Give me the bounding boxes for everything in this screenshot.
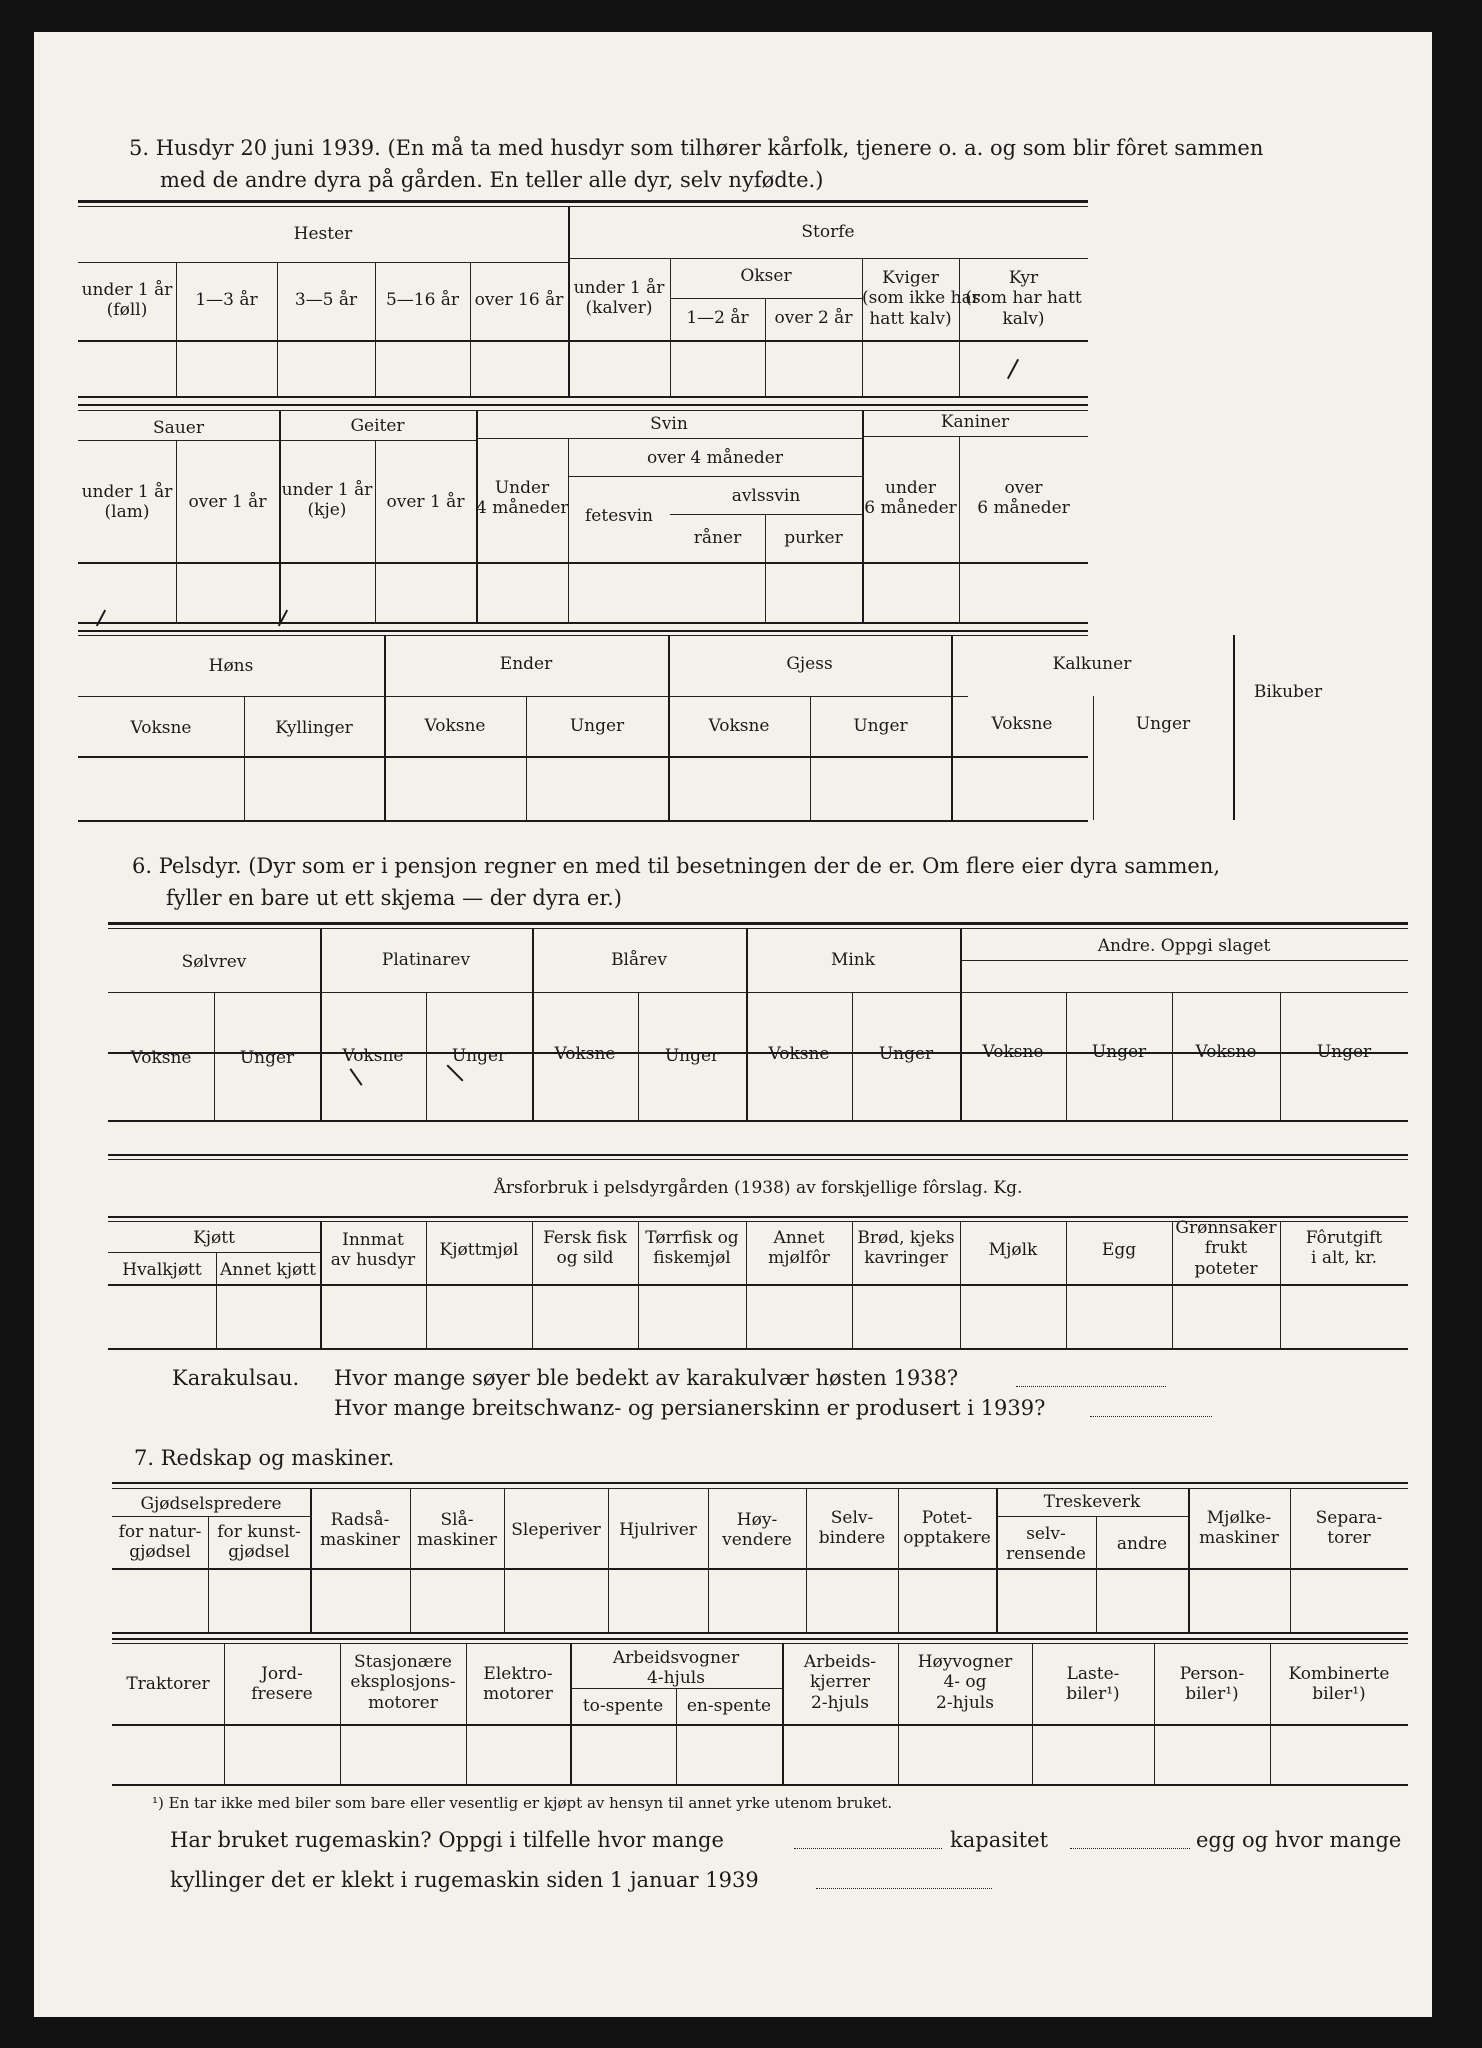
hons-kyllinger: Kyllinger (275, 718, 353, 738)
section-5-title: 5. Husdyr 20 juni 1939. (En må ta med husdyr som tilhører kårfolk, tjenere o. a. og som blir fôret sammen (129, 136, 1264, 160)
platinarev-unger: Unger (451, 1046, 507, 1066)
blarev-voksne: Voksne (554, 1044, 616, 1064)
mjolkemaskiner: Mjølke- maskiner (1199, 1508, 1279, 1549)
kjottmjol: Kjøttmjøl (439, 1240, 519, 1260)
hester-col-5-16: 5—16 år (385, 290, 460, 310)
forutgift: Fôrutgift i alt, kr. (1305, 1228, 1383, 1269)
sauer-over1: over 1 år (188, 492, 267, 512)
okser-over2: over 2 år (774, 308, 853, 328)
elektromotorer: Elektro- motorer (483, 1664, 553, 1705)
radsamaskiner: Radså- maskiner (320, 1510, 400, 1551)
svin-purker: purker (784, 528, 843, 548)
svin-under4: Under 4 måneder (476, 478, 569, 519)
svin-raner: råner (693, 528, 742, 548)
geiter-over1: over 1 år (386, 492, 465, 512)
ender-unger: Unger (569, 716, 625, 736)
rugemaskin-kapasitet-field[interactable] (1070, 1848, 1190, 1849)
mink-unger: Unger (878, 1044, 934, 1064)
handwritten-tick-2 (447, 1065, 464, 1082)
okser-header: Okser (740, 266, 792, 286)
handwritten-mark (1007, 359, 1019, 379)
ender-header: Ender (499, 654, 553, 674)
gjodsel-natur: for natur- gjødsel (118, 1522, 202, 1563)
jordfresere: Jord- freserе (251, 1664, 313, 1705)
arbeidsvogner-en-spente: en-spente (686, 1696, 772, 1716)
kyr-header: Kyr (som har hatt kalv) (965, 268, 1082, 329)
rugemaskin-q2: kyllinger det er klekt i rugemaskin siden 1 januar 1939 (170, 1868, 759, 1892)
karakul-q1-answer[interactable] (1016, 1386, 1166, 1387)
storfe-header: Storfe (801, 222, 855, 242)
gjess-unger: Unger (853, 716, 908, 736)
traktorer: Traktorer (126, 1674, 210, 1694)
separatorer: Separa- torer (1315, 1508, 1383, 1549)
sauer-lam: under 1 år (lam) (81, 482, 173, 523)
blarev-unger: Unger (664, 1046, 720, 1066)
hons-header: Høns (208, 656, 254, 676)
mink-header: Mink (830, 950, 876, 970)
platinarev-voksne: Voksne (342, 1046, 404, 1066)
hjulriver: Hjulriver (619, 1520, 697, 1540)
storfe-kalver: under 1 år (kalver) (573, 278, 665, 319)
brod-kjeks: Brød, kjeks kavringer (857, 1228, 955, 1269)
stasjonaere-motorer: Stasjonære eksplosjons- motorer (350, 1652, 456, 1713)
andre-1-unger: Unger (1091, 1042, 1147, 1062)
okser-1-2: 1—2 år (686, 308, 749, 328)
platinarev-header: Platinarev (381, 950, 471, 970)
innmat: Innmat av husdyr (330, 1230, 416, 1271)
rugemaskin-kapasitet: kapasitet (950, 1828, 1049, 1852)
egg: Egg (1101, 1240, 1137, 1260)
solvrev-unger: Unger (239, 1048, 295, 1068)
rugemaskin-q1c: egg og hvor mange (1196, 1828, 1402, 1852)
gjess-header: Gjess (786, 654, 833, 674)
section-6-title: 6. Pelsdyr. (Dyr som er i pensjon regner en med til besetningen der de er. Om flere eier dyra sammen, (132, 854, 1221, 878)
karakul-q2-answer[interactable] (1090, 1416, 1212, 1417)
hoyvendere: Høy- vendere (722, 1510, 792, 1551)
kalkuner-voksne: Voksne (991, 714, 1053, 734)
karakul-q2: Hvor mange breitschwanz- og persianerskinn er produsert i 1939? (334, 1396, 1046, 1420)
solvrev-header: Sølvrev (181, 952, 247, 972)
fersk-fisk: Fersk fisk og sild (543, 1228, 627, 1269)
ender-voksne: Voksne (424, 716, 486, 736)
gjess-voksne: Voksne (708, 716, 770, 736)
forbruk-title: Årsforbruk i pelsdyrgården (1938) av forskjellige fôrslag. Kg. (493, 1178, 1023, 1198)
treskeverk-selvrensende: selv- rensende (1006, 1524, 1086, 1565)
hester-col-foll: under 1 år (føll) (81, 280, 173, 321)
arbeidsvogner-header: Arbeidsvogner 4-hjuls (612, 1648, 740, 1689)
kaniner-over6: over 6 måneder (977, 478, 1070, 519)
svin-avlssvin: avlssvin (731, 486, 801, 506)
hester-col-over16: over 16 år (474, 290, 564, 310)
selvbindere: Selv- bindere (818, 1508, 886, 1549)
hons-voksne: Voksne (130, 718, 192, 738)
sauer-header: Sauer (153, 418, 204, 438)
section-6-title-cont: fyller en bare ut ett skjema — der dyra er.) (166, 886, 622, 910)
gjodsel-kunst: for kunst- gjødsel (217, 1522, 301, 1563)
treskeverk-header: Treskeverk (1043, 1492, 1141, 1512)
annet-mjolfor: Annet mjølfôr (768, 1228, 830, 1269)
svin-over4: over 4 måneder (647, 448, 783, 468)
kalkuner-header: Kalkuner (1052, 654, 1132, 674)
mink-voksne: Voksne (768, 1044, 830, 1064)
footnote: ¹) En tar ikke med biler som bare eller vesentlig er kjøpt av hensyn til annet yrke utenom bruket. (152, 1794, 893, 1812)
slamaskiner: Slå- maskiner (417, 1510, 497, 1551)
karakul-q1: Hvor mange søyer ble bedekt av karakulvær høsten 1938? (334, 1366, 959, 1390)
personbiler: Person- biler¹) (1179, 1664, 1245, 1705)
kombinerte-biler: Kombinerte biler¹) (1288, 1664, 1390, 1705)
andre-2-unger: Unger (1316, 1042, 1372, 1062)
solvrev-voksne: Voksne (130, 1048, 192, 1068)
kjott-header: Kjøtt (193, 1228, 235, 1248)
sleperiver: Sleperiver (511, 1520, 601, 1540)
arbeidskjerrer: Arbeids- kjerrer 2-hjuls (803, 1652, 877, 1713)
andre-header: Andre. Oppgi slaget (1097, 936, 1271, 956)
andre-2-voksne: Voksne (1195, 1042, 1257, 1062)
mjolk: Mjølk (988, 1240, 1038, 1260)
blarev-header: Blårev (611, 950, 667, 970)
handwritten-tick (349, 1068, 362, 1086)
svin-header: Svin (650, 414, 688, 434)
gjodselspredere-header: Gjødselspredere (140, 1494, 282, 1514)
karakul-label: Karakulsau. (172, 1366, 300, 1390)
svin-fetesvin: fetesvin (585, 506, 653, 526)
hester-col-3-5: 3—5 år (294, 290, 358, 310)
potetopptakere: Potet- opptakere (903, 1508, 991, 1549)
treskeverk-andre: andre (1116, 1534, 1168, 1554)
section-7-title: 7. Redskap og maskiner. (134, 1446, 395, 1470)
lastebiler: Laste- biler¹) (1066, 1664, 1120, 1705)
geiter-header: Geiter (350, 416, 405, 436)
form-page (34, 32, 1432, 2017)
rugemaskin-q1a: Har bruket rugemaskin? Oppgi i tilfelle hvor mange (170, 1828, 724, 1852)
geiter-kje: under 1 år (kje) (281, 480, 373, 521)
annet-kjott: Annet kjøtt (220, 1260, 316, 1280)
kviger-header: Kviger (som ikke har hatt kalv) (862, 268, 980, 329)
rugemaskin-kyllinger-field[interactable] (816, 1888, 992, 1889)
kaniner-header: Kaniner (940, 412, 1010, 432)
hvalkjott: Hvalkjøtt (122, 1260, 202, 1280)
hester-col-1-3: 1—3 år (195, 290, 258, 310)
andre-1-voksne: Voksne (982, 1042, 1044, 1062)
arbeidsvogner-to-spente: to-spente (582, 1696, 664, 1716)
hester-header: Hester (293, 224, 353, 244)
hoyvogner: Høyvogner 4- og 2-hjuls (917, 1652, 1013, 1713)
torrfisk: Tørrfisk og fiskemjøl (645, 1228, 739, 1269)
bikuber-header: Bikuber (1253, 682, 1323, 702)
section-5-title-cont: med de andre dyra på gården. En teller alle dyr, selv nyfødte.) (160, 168, 824, 192)
kalkuner-unger: Unger (1135, 714, 1191, 734)
kaniner-under6: under 6 måneder (864, 478, 957, 519)
rugemaskin-antall-field[interactable] (794, 1848, 942, 1849)
gronnsaker: Grønnsaker frukt poteter (1175, 1218, 1277, 1279)
